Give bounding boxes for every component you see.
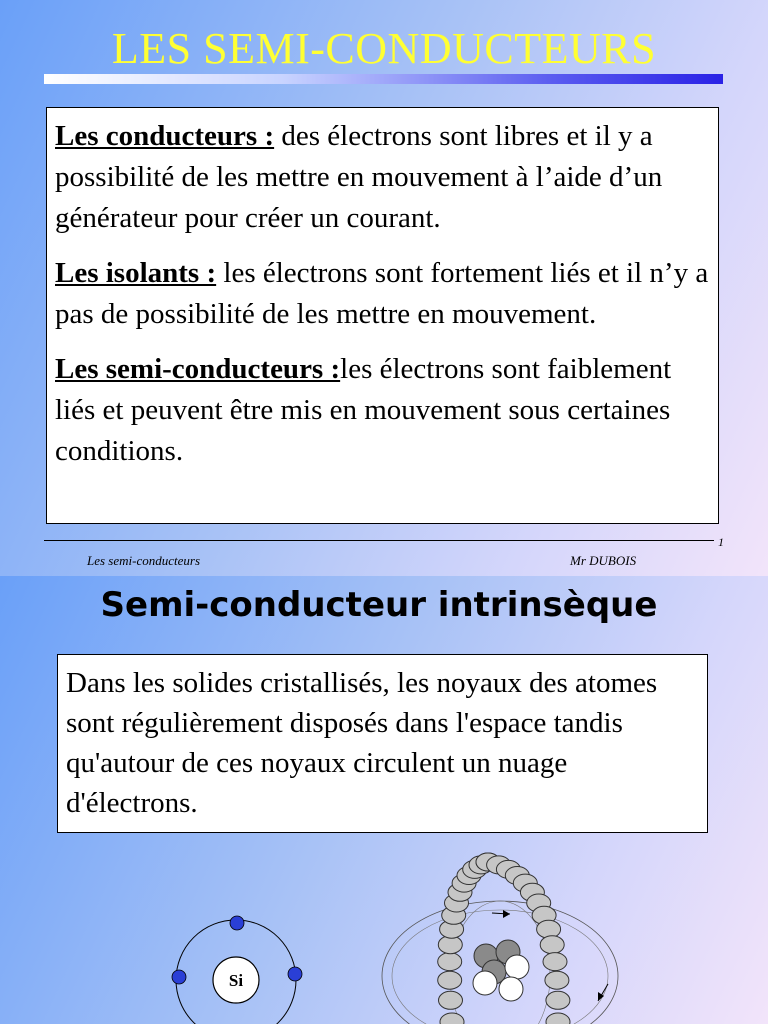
chain-bead — [540, 936, 564, 954]
atom-label: Si — [228, 971, 244, 990]
definition-text: les électrons sont fortement liés et il n’y a pas de possibilité de les mettre en mouvement. — [55, 257, 709, 330]
definition-isolants — [55, 253, 710, 335]
chain-bead — [545, 971, 569, 989]
title-underline-bar — [44, 74, 723, 84]
chain-bead — [439, 991, 463, 1009]
definition-text: les électrons sont faiblement liés et peuvent être mis en mouvement sous certaines conditions. — [55, 353, 672, 467]
definitions-box — [46, 107, 719, 524]
silicon-atom-diagram — [172, 916, 302, 1024]
atom-model-diagram — [382, 853, 618, 1024]
motion-arrowhead-top — [503, 910, 510, 918]
atom-diagrams — [0, 576, 768, 1024]
definition-term: Les conducteurs : — [55, 120, 275, 152]
electron-top — [230, 916, 244, 930]
chain-bead — [440, 1013, 464, 1024]
nucleus-cluster — [473, 940, 529, 1001]
definition-semi-conducteurs — [55, 349, 710, 472]
chain-bead — [543, 953, 567, 971]
slide-title: Semi-conducteur intrinsèque — [100, 585, 658, 625]
definition-conducteurs — [55, 116, 710, 239]
footer-author: Mr DUBOIS — [570, 553, 637, 568]
electron-left — [172, 970, 186, 984]
neutron-sphere — [499, 977, 523, 1001]
neutron-sphere — [505, 955, 529, 979]
page-number: 1 — [718, 535, 724, 549]
footer-divider — [44, 540, 714, 541]
chain-bead — [546, 991, 570, 1009]
slide-title: LES SEMI-CONDUCTEURS — [111, 24, 657, 73]
neutron-sphere — [473, 971, 497, 995]
definition-text: des électrons sont libres et il y a possibilité de les mettre en mouvement à l’aide d’un générateur pour créer un courant. — [55, 120, 663, 234]
chain-bead — [537, 920, 561, 938]
footer-presentation-title: Les semi-conducteurs — [87, 553, 201, 568]
slide-2 — [0, 576, 768, 1024]
definition-term: Les semi-conducteurs : — [55, 353, 341, 385]
chain-bead — [546, 1013, 570, 1024]
chain-bead — [438, 971, 462, 989]
chain-bead — [438, 953, 462, 971]
intro-paragraph: Dans les solides cristallisés, les noyaux des atomes sont régulièrement disposés dans l'espace tandis qu'autour de ces noyaux circulent un nuage d'électrons. — [66, 667, 658, 819]
electron-right — [288, 967, 302, 981]
definition-term: Les isolants : — [55, 257, 217, 289]
